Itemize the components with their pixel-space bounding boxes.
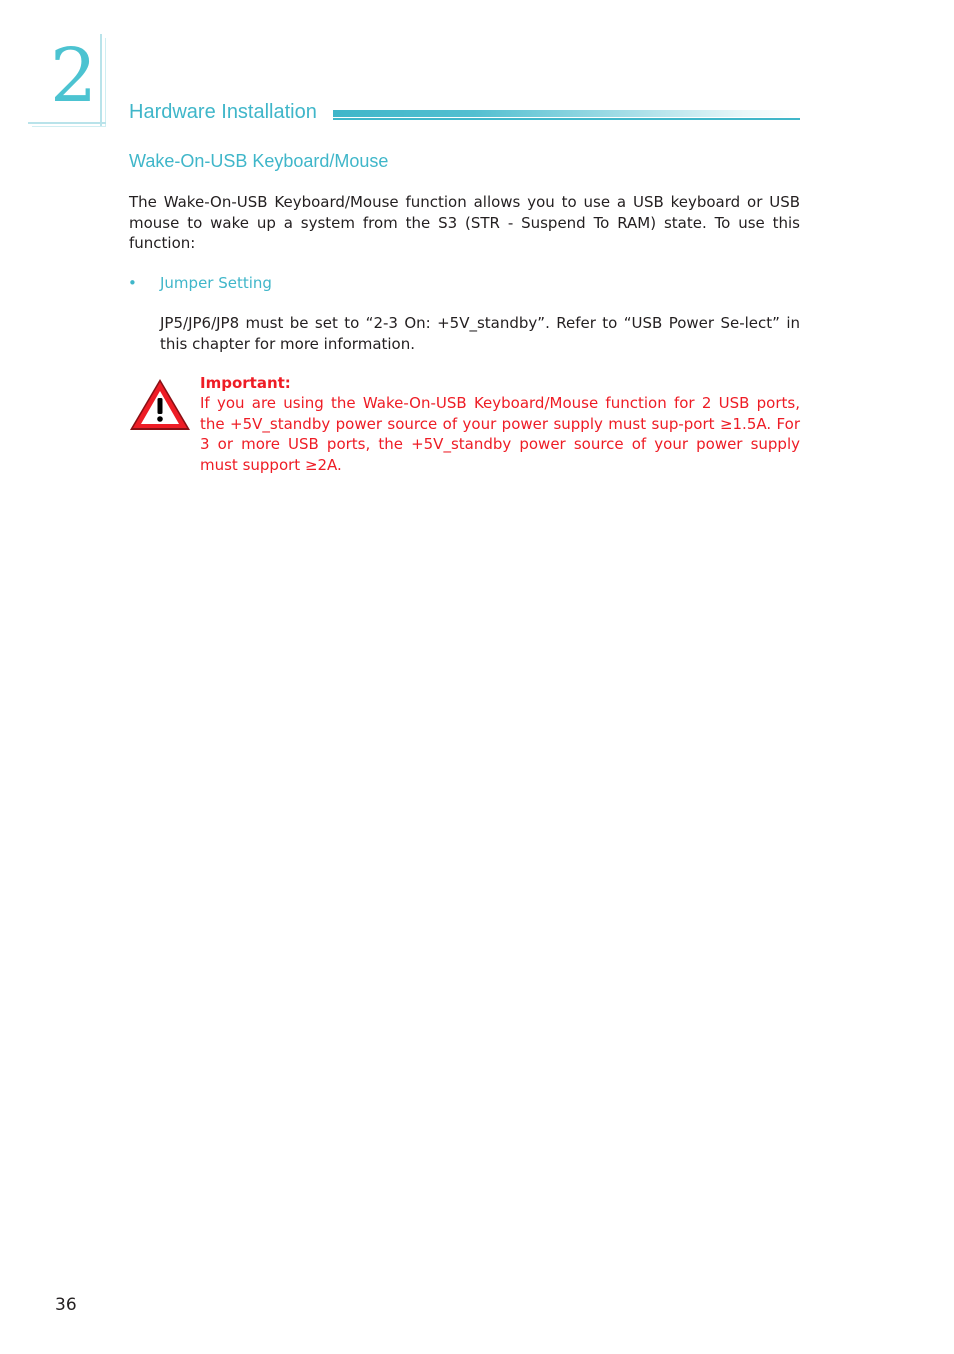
bullet-marker: • xyxy=(128,274,137,292)
chapter-box-line xyxy=(105,38,106,126)
title-bar-gradient xyxy=(333,110,800,117)
chapter-number: 2 xyxy=(50,33,98,119)
title-bar-underline xyxy=(333,118,800,120)
important-note-text: If you are using the Wake-On-USB Keyboard/Mouse function for 2 USB ports, the +5V_standby power source of your power supply must sup-port ≥1.5A. For 3 or more USB ports, the +5V_standby power source of your power supply must support ≥2A. xyxy=(200,394,800,474)
section-title: Wake-On-USB Keyboard/Mouse xyxy=(129,151,389,171)
intro-paragraph: The Wake-On-USB Keyboard/Mouse function allows you to use a USB keyboard or USB mouse to wake up a system from the S3 (STR - Suspend To RAM) state. To use this function: xyxy=(129,193,800,252)
jumper-setting-paragraph: JP5/JP6/JP8 must be set to “2-3 On: +5V_standby”. Refer to “USB Power Se-lect” in this chapter for more information. xyxy=(160,314,800,353)
chapter-number-box xyxy=(28,34,106,126)
chapter-box-line xyxy=(32,126,106,127)
chapter-title-bar xyxy=(333,110,800,120)
chapter-box-line xyxy=(28,122,106,124)
page-number: 36 xyxy=(55,1295,77,1315)
bullet-label-jumper-setting: Jumper Setting xyxy=(160,274,272,292)
chapter-box-line xyxy=(100,34,102,126)
chapter-title: Hardware Installation xyxy=(129,101,317,123)
warning-triangle-icon xyxy=(128,376,192,432)
important-title: Important: xyxy=(200,374,291,392)
